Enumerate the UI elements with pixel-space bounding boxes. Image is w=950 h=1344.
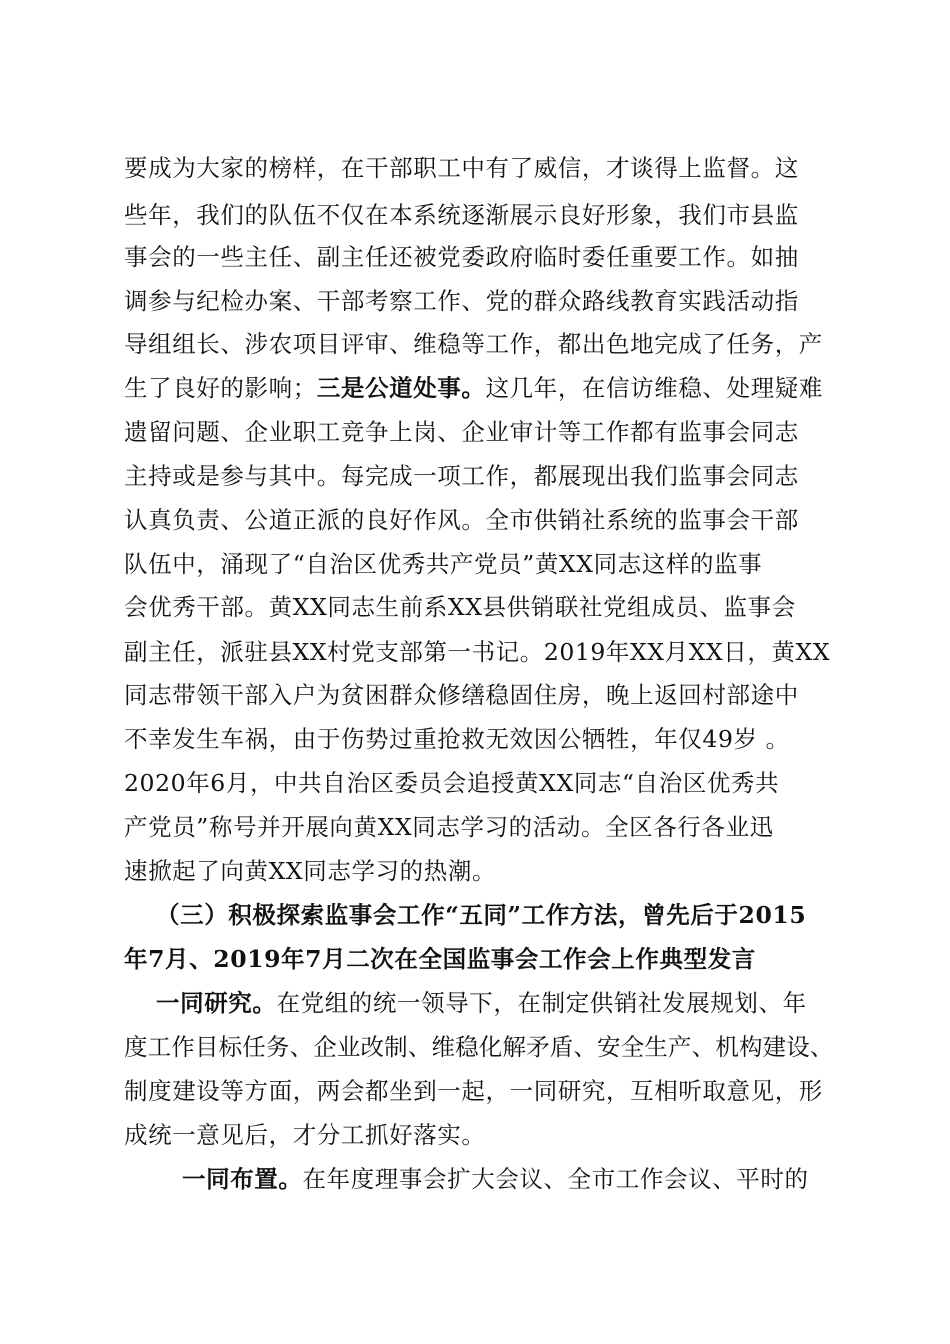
text-line-10 <box>124 549 762 579</box>
text-line-24 <box>182 1164 809 1194</box>
text-line-17 <box>124 856 496 886</box>
text-line-22 <box>124 1076 823 1106</box>
section-heading: 年7月、2019年7月二次在全国监事会工作会上作典型发言 <box>124 945 756 973</box>
text-run: 制度建设等方面，两会都坐到一起，一同研究，互相听取意见，形 <box>124 1077 823 1105</box>
text-run-bold: 一同布置。 <box>182 1165 303 1193</box>
text-line-1 <box>124 153 799 183</box>
text-line-12 <box>124 637 830 667</box>
text-run: 要成为大家的榜样，在干部职工中有了威信，才谈得上监督。这 <box>124 154 799 182</box>
text-run: 在年度理事会扩大会议、全市工作会议、平时的 <box>302 1165 809 1193</box>
text-run: 成统一意见后，才分工抓好落实。 <box>124 1121 486 1149</box>
text-run: 同志带领干部入户为贫困群众修缮稳固住房，晚上返回村部途中 <box>124 681 799 709</box>
text-run: 生了良好的影响； <box>124 374 317 402</box>
text-run: 不幸发生车祸，由于伤势过重抢救无效因公牺牲，年仅49岁 。 <box>124 725 790 753</box>
text-line-8 <box>124 461 799 491</box>
text-line-7 <box>124 417 799 447</box>
text-run: 遗留问题、企业职工竞争上岗、企业审计等工作都有监事会同志 <box>124 418 799 446</box>
text-run: 队伍中，涌现了“自治区优秀共产党员”黄XX同志这样的监事 <box>124 550 763 578</box>
text-line-16 <box>124 812 774 842</box>
text-run: 主持或是参与其中。每完成一项工作，都展现出我们监事会同志 <box>124 462 799 490</box>
text-line-13 <box>124 680 799 710</box>
text-line-14 <box>124 724 790 754</box>
text-line-4 <box>124 286 799 316</box>
text-line-2 <box>124 200 799 230</box>
text-line-15 <box>124 768 779 798</box>
text-run: 在党组的统一领导下，在制定供销社发展规划、年 <box>276 989 807 1017</box>
text-line-23 <box>124 1120 486 1150</box>
text-run: 副主任，派驻县XX村党支部第一书记。2019年XX月XX日，黄XX <box>124 638 831 666</box>
text-run: 导组组长、涉农项目评审、维稳等工作，都出色地完成了任务，产 <box>124 330 823 358</box>
text-run: 些年，我们的队伍不仅在本系统逐渐展示良好形象，我们市县监 <box>124 201 799 229</box>
section-heading-line-2 <box>124 944 756 974</box>
text-line-20 <box>156 988 807 1018</box>
text-line-21 <box>124 1032 834 1062</box>
text-run-bold: 一同研究。 <box>156 989 277 1017</box>
text-line-11 <box>124 592 796 622</box>
text-run: 2020年6月，中共自治区委员会追授黄XX同志“自治区优秀共 <box>124 769 780 797</box>
text-line-6 <box>124 373 823 403</box>
text-line-3 <box>124 242 799 272</box>
text-run: 会优秀干部。黄XX同志生前系XX县供销联社党组成员、监事会 <box>124 593 796 621</box>
text-run: 速掀起了向黄XX同志学习的热潮。 <box>124 857 497 885</box>
section-heading: （三）积极探索监事会工作“五同”工作方法，曾先后于2015 <box>156 901 807 929</box>
text-run: 认真负责、公道正派的良好作风。全市供销社系统的监事会干部 <box>124 506 799 534</box>
text-line-5 <box>124 329 823 359</box>
text-run: 事会的一些主任、副主任还被党委政府临时委任重要工作。如抽 <box>124 243 799 271</box>
text-line-9 <box>124 505 799 535</box>
section-heading-line-1 <box>156 900 806 930</box>
text-run: 度工作目标任务、企业改制、维稳化解矛盾、安全生产、机构建设、 <box>124 1033 834 1061</box>
text-run: 调参与纪检办案、干部考察工作、党的群众路线教育实践活动指 <box>124 287 799 315</box>
text-run: 这几年，在信访维稳、处理疑难 <box>485 374 823 402</box>
text-run: 产党员”称号并开展向黄XX同志学习的活动。全区各行各业迅 <box>124 813 774 841</box>
text-run-bold: 三是公道处事。 <box>316 374 486 402</box>
